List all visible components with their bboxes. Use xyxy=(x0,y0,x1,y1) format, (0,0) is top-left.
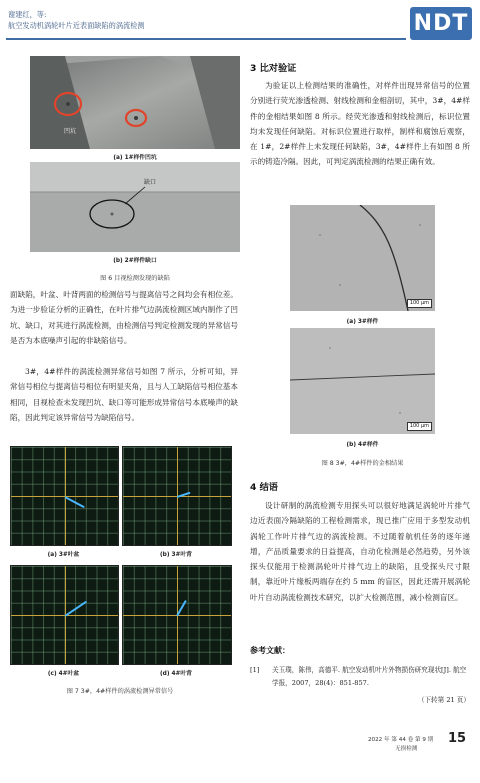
figure6-photo-b xyxy=(30,162,240,252)
blade-notch-image xyxy=(30,162,240,252)
figure7-scope-d xyxy=(122,565,232,665)
pit-label: 凹坑 xyxy=(64,128,77,135)
figure7-caption: 图 7 3#，4#样件的涡流检测异常信号 xyxy=(66,688,174,695)
figure8-micrograph-a xyxy=(290,205,435,311)
reference-1-number: [1] xyxy=(250,666,260,674)
section3-paragraph: 为验证以上检测结果的准确性，对样件出现异常信号的位置分别进行荧光渗透检测、射线检测和金相剖切，其中，3#，4#样件的金相结果如图 8 所示。经荧光渗透和射线检测后，标识位置均未发现任何缺陷。对标识位置进行取样，制样和腐蚀后观察，在 1#，2#样件上未发现任何缺陷，3#，4#样件上有如图 8 所示的铸造冷隔。因此，可判定涡流检测的结果正确有效。 xyxy=(250,81,470,167)
micrograph-a-image xyxy=(290,205,435,311)
header-authors: 谢建红，等: xyxy=(8,10,47,19)
left-paragraph-1: 面缺陷，叶盆、叶背两面的检测信号与提离信号之间均会有相位差。为进一步验证分析的正确性，在叶片排气边涡流检测区域内制作了凹坑、缺口，对其进行涡流检测，由检测信号判定检测发现的异常信号是否为本底噪声引起的非缺陷信号。 xyxy=(10,290,238,345)
notch-label: 缺口 xyxy=(144,179,157,186)
scale-bar: 100 μm xyxy=(407,299,432,308)
figure7-subcaption-d: (d) 4#叶背 xyxy=(160,671,192,677)
journal-issue-line: 2022 年 第 44 卷 第 9 期 xyxy=(368,737,434,743)
reference-1-text: 关玉璞，陈伟，高德平. 航空发动机叶片外物损伤研究现状[J]. 航空学报，2007，28(4)：851-857. xyxy=(272,666,467,687)
blade-pits-image xyxy=(30,56,240,149)
figure7-scope-b xyxy=(122,446,232,546)
figure8-caption: 图 8 3#，4#样件的金相结果 xyxy=(321,460,404,467)
header-rule xyxy=(6,38,406,40)
section4-paragraph: 设计研制的涡流检测专用探头可以很好地满足涡轮叶片排气边近表面冷隔缺陷的工程检测需求，现已推广应用于多型发动机涡轮工作叶片排气边的涡流检测。不过随着航机任务的逐年递增，产品质量要求的日益提高，自动化检测是必然趋势，另外该探头仅能用于检测涡轮叶片排气边上的缺陷，且受探头尺寸限制，靠近叶片缘板两端存在约 5 mm 的盲区，因此还需开展涡轮叶片自动涡流检测技术研究，以扩大检测范围，减小检测盲区。 xyxy=(250,501,470,602)
header-title: 航空发动机涡轮叶片近表面缺陷的涡流检测 xyxy=(8,21,145,30)
figure8-subcaption-b: (b) 4#样件 xyxy=(346,442,379,448)
figure8-subcaption-a: (a) 3#样件 xyxy=(346,319,379,325)
figure7-scope-c xyxy=(10,565,119,665)
figure7-subcaption-a: (a) 3#叶盆 xyxy=(47,552,80,558)
page-header xyxy=(0,0,480,44)
continued-note: （下转第 21 页） xyxy=(417,696,470,704)
journal-name: 无损检测 xyxy=(395,746,418,752)
running-header xyxy=(8,9,145,31)
section3-heading: 3 比对验证 xyxy=(250,63,297,74)
scale-bar: 100 μm xyxy=(407,422,432,431)
figure6-caption: 图 6 目视检测发现的缺陷 xyxy=(100,275,170,282)
figure6-photo-a xyxy=(30,56,240,149)
figure7-subcaption-c: (c) 4#叶盆 xyxy=(47,671,80,677)
micrograph-b-image xyxy=(290,328,435,434)
figure7-scope-a xyxy=(10,446,119,546)
journal-logo: NDT xyxy=(410,7,472,40)
section4-heading: 4 结语 xyxy=(250,482,278,493)
page-number: 15 xyxy=(448,731,467,746)
figure6-subcaption-b: (b) 2#样件缺口 xyxy=(113,258,157,264)
figure7-subcaption-b: (b) 3#叶背 xyxy=(160,552,192,558)
left-paragraph-2: 3#，4#样件的涡流检测异常信号如图 7 所示，分析可知，异常信号相位与提离信号相位有明显夹角，且与人工缺陷信号相位基本相同，目视检查未发现凹坑、缺口等可能形成异常信号本底噪声的缺陷，因此判定该异常信号为缺陷信号。 xyxy=(10,367,238,422)
figure6-subcaption-a: (a) 1#样件凹坑 xyxy=(113,155,157,161)
references-heading: 参考文献： xyxy=(250,646,290,655)
figure8-micrograph-b xyxy=(290,328,435,434)
